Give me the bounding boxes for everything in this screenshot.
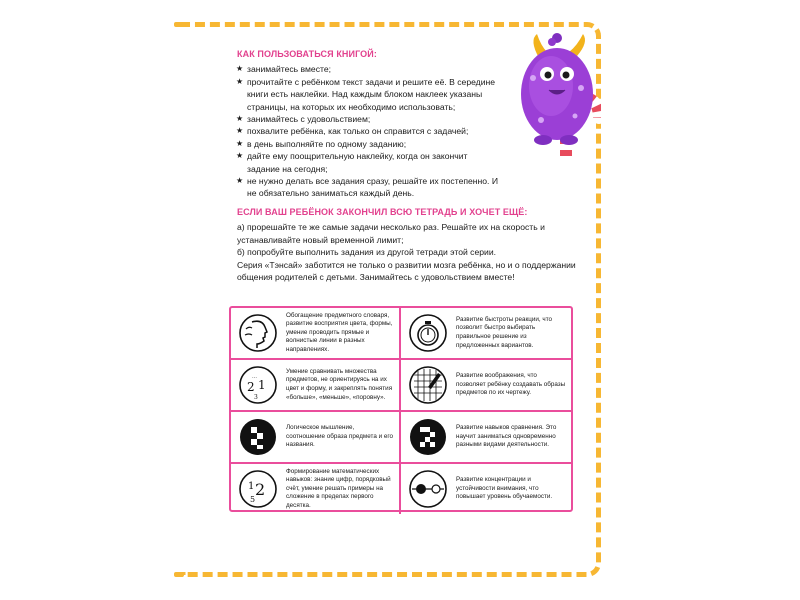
- list-item: ★ не нужно делать все задания сразу, решайте их постепенно. И не обязательно заниматься каждый день.: [237, 175, 499, 200]
- face-profile-icon: [238, 313, 278, 353]
- paragraph-c: Серия «Тэнсай» заботится не только о развитии мозга ребёнка, но и о поддержании общения родителей с детьми. Занимайтесь с удовольствием вместе!: [237, 259, 576, 282]
- list-item: ★ в день выполняйте по одному заданию;: [237, 138, 499, 150]
- skill-cell: [401, 412, 571, 464]
- grid-pencil-icon: [408, 365, 448, 405]
- instructions: [237, 48, 577, 283]
- svg-text:1: 1: [258, 378, 266, 392]
- svg-text:2: 2: [247, 380, 255, 394]
- frame-cap: [174, 22, 184, 27]
- frame-cap: [174, 572, 184, 577]
- paragraph-a: а) прорешайте те же самые задачи несколько раз. Решайте их на скорость и устанавливайте новый временной лимит;: [237, 222, 545, 245]
- dots-circle-icon: [408, 469, 448, 509]
- svg-text:1: 1: [248, 481, 255, 492]
- skill-text: Развитие быстроты реакции, что позволит быстро выбирать правильное решение из предложенных вариантов.: [456, 315, 553, 349]
- svg-text:…: …: [252, 374, 257, 380]
- skill-cell: [231, 360, 401, 412]
- finished-title: ЕСЛИ ВАШ РЕБЁНОК ЗАКОНЧИЛ ВСЮ ТЕТРАДЬ И ХОЧЕТ ЕЩЁ:: [237, 206, 528, 217]
- paragraph-b: б) попробуйте выполнить задания из другой тетради этой серии.: [237, 247, 497, 258]
- list-item: ★ дайте ему поощрительную наклейку, когда он закончит задание на сегодня;: [237, 150, 499, 175]
- howto-list: [237, 63, 499, 199]
- howto-title: КАК ПОЛЬЗОВАТЬСЯ КНИГОЙ:: [237, 49, 377, 59]
- skill-cell: [401, 308, 571, 360]
- skill-cell: [401, 464, 571, 514]
- list-item: ★ занимайтесь с удовольствием;: [237, 113, 499, 125]
- skill-cell: [231, 412, 401, 464]
- skill-text: Формирование математических навыков: знание цифр, порядковый счёт, умение решать примеры на сложение в пределах первого десятка.: [286, 467, 391, 509]
- skill-text: Развитие концентрации и устойчивости внимания, что повышает уровень обучаемости.: [456, 476, 553, 501]
- svg-text:5: 5: [250, 495, 256, 504]
- numbers-compare-icon: [238, 365, 278, 405]
- stopwatch-icon: [408, 313, 448, 353]
- svg-text:2: 2: [255, 480, 266, 499]
- skill-text: Обогащение предметного словаря, развитие восприятия цвета, формы, умение проводить прямые и волнистые линии в разных направлениях.: [286, 311, 393, 353]
- svg-text:3: 3: [254, 394, 258, 401]
- skill-cell: [231, 308, 401, 360]
- skill-text: Умение сравнивать множества предметов, не ориентируясь на их цвет и форму, и закреплять понятия «больше», «меньше», «поровну».: [286, 367, 393, 401]
- skills-table: [229, 306, 573, 512]
- pixel-pattern-icon: [408, 417, 448, 457]
- block-puzzle-icon: [238, 417, 278, 457]
- skill-text: Логическое мышление, соотношение образа предмета и его названия.: [286, 424, 393, 449]
- list-item: ★ похвалите ребёнка, как только он справится с задачей;: [237, 125, 499, 137]
- digits-icon: [238, 469, 278, 509]
- skill-text: Развитие воображения, что позволяет ребёнку создавать образы предметов по их чертежу.: [456, 372, 566, 397]
- skill-text: Развитие навыков сравнения. Это научит заниматься одновременно разными видами деятельности.: [456, 424, 557, 449]
- skill-cell: [231, 464, 401, 514]
- list-item: ★ прочитайте с ребёнком текст задачи и решите её. В середине книги есть наклейки. Над каждым блоком наклеек указаны страницы, на которых их необходимо использовать;: [237, 76, 499, 113]
- skill-cell: [401, 360, 571, 412]
- list-item: ★ занимайтесь вместе;: [237, 63, 499, 75]
